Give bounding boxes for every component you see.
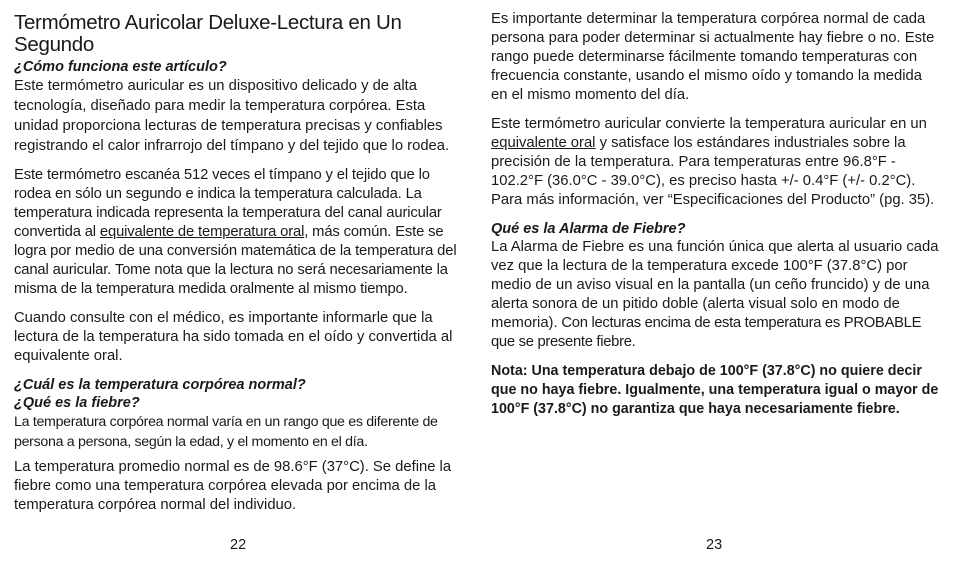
heading-como-funciona: ¿Cómo funciona este artículo? xyxy=(14,59,227,75)
paragraph-alarma-fiebre xyxy=(491,238,941,352)
note-fiebre: Nota: Una temperatura debajo de 100°F (37.8°C) no quiere decir que no haya fiebre. Igualmente, una temperatura igual o mayor de 100°F (37.8°C) no garantiza que haya necesariamente fiebre. xyxy=(491,363,939,417)
left-page xyxy=(14,0,464,515)
paragraph-temperatura-normal: La temperatura corpórea normal varía en un rango que es diferente de persona a persona, según la edad, y el momento en el día. xyxy=(14,414,438,450)
link-equivalente-oral[interactable]: equivalente oral xyxy=(491,135,596,151)
page-number-right: 23 xyxy=(706,537,723,553)
paragraph-determinar-normal: Es importante determinar la temperatura corpórea normal de cada persona para poder determinar si actualmente hay fiebre o no. Este rango puede determinarse fácilmente tomando temperaturas con frecuencia constante, usando el mismo oído y tomando la medida en el mismo momento del día. xyxy=(491,11,935,103)
paragraph-alarma-text-b: Con lecturas encima de esta temperatura es PROBABLE que se presente fiebre. xyxy=(491,315,922,350)
page-number-left: 22 xyxy=(230,537,247,553)
heading-temperatura-normal: ¿Cuál es la temperatura corpórea normal? xyxy=(14,377,306,393)
page-title: Termómetro Auricolar Deluxe-Lectura en Un Segundo xyxy=(14,11,402,56)
paragraph-escaneo-text-b: , más común. Este se logra por medio de una conversión matemática de la temperatura del canal auricular. Tome nota que la lectura no será necesariamente la misma de la temperatura medida oralmente al mismo tiempo. xyxy=(14,224,457,297)
paragraph-escaneo-text-a: Este termómetro escanéa 512 veces el tímpano y el tejido que lo rodea en sólo un segundo e indica la temperatura calculada. La temperatura indicada representa la temperatura del canal auricular convertida al xyxy=(14,167,442,240)
paragraph-temperatura-promedio: La temperatura promedio normal es de 98.6°F (37°C). Se define la fiebre como una temperatura corpórea elevada por encima de la temperatura corpórea normal del individuo. xyxy=(14,459,452,513)
paragraph-descripcion: Este termómetro auricular es un dispositivo delicado y de alta tecnología, diseñado para medir la temperatura corpórea. Esta unidad proporciona lecturas de temperatura precisas y confiables registrando el calor infrarrojo del tímpano y del tejido que lo rodea. xyxy=(14,78,450,154)
heading-que-es-fiebre: ¿Qué es la fiebre? xyxy=(14,395,140,411)
link-equivalente-temperatura-oral[interactable]: equivalente de temperatura oral xyxy=(99,224,305,240)
paragraph-conversion xyxy=(491,115,941,210)
paragraph-consulta-medico: Cuando consulte con el médico, es importante informarle que la lectura de la temperatura ha sido tomada en el oído y convertida al equivalente oral. xyxy=(14,310,453,364)
paragraph-conversion-text-a: Este termómetro auricular convierte la temperatura auricular en un xyxy=(491,116,927,132)
paragraph-conversion-text-b: y satisface los estándares industriales sobre la precisión de la temperatura. Para temperaturas entre 96.8°F - 102.2°F (36.0°C - 39.0°C), es preciso hasta +/- 0.4°F (+/- 0.2°C). Para más información, ver “Especificaciones del Producto” (pg. 35). xyxy=(491,135,935,208)
paragraph-alarma-text-a: La Alarma de Fiebre es una función única que alerta al usuario cada vez que la lectura de la temperatura excede 100°F (37.8°C) por medio de un aviso visual en la pantalla (un ceño fruncido) y de una alerta sonora de un pitido doble (alerta visual solo en modo de memoria). xyxy=(491,239,939,331)
right-page xyxy=(491,0,941,419)
heading-alarma-fiebre: Qué es la Alarma de Fiebre? xyxy=(491,221,686,237)
paragraph-escaneo xyxy=(14,166,464,299)
